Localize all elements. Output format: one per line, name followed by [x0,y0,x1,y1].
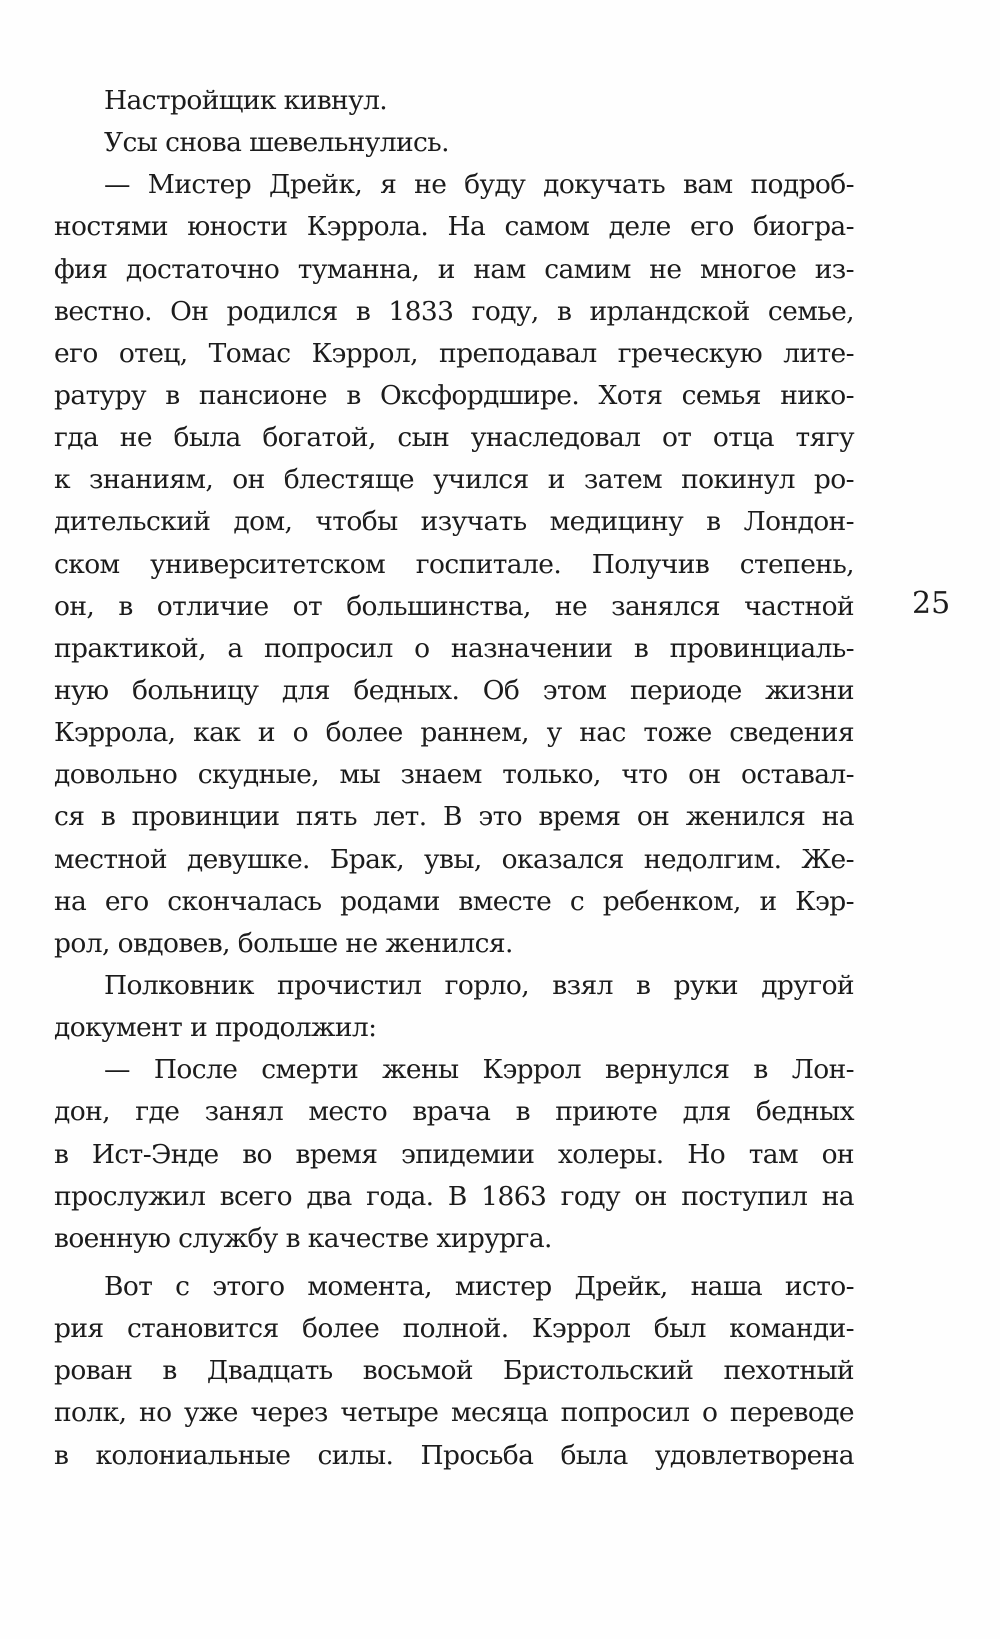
text-line: практикой, а попросил о назначении в провинциаль- [54,632,854,664]
text-line: в колониальные силы. Просьба была удовлетворена [54,1439,854,1471]
text-line: на его скончалась родами вместе с ребенком, и Кэр- [54,885,854,917]
text-line: довольно скудные, мы знаем только, что он оставал- [54,759,854,791]
text-line: полк, но уже через четыре месяца попросил о переводе [54,1397,854,1429]
text-line: ся в провинции пять лет. В это время он женился на [54,801,854,833]
text-line: ную больницу для бедных. Об этом периоде жизни [54,674,854,706]
text-line: рован в Двадцать восьмой Бристольский пехотный [54,1355,854,1387]
page-number: 25 [912,586,951,621]
text-line: военную службу в качестве хирурга. [54,1222,552,1254]
body-text [54,80,854,1477]
text-line: дон, где занял место врача в приюте для бедных [54,1096,854,1128]
text-line: Полковник прочистил горло, взял в руки другой [104,969,854,1001]
text-line: его отец, Томас Кэррол, преподавал греческую лите- [54,337,854,369]
text-line: Вот с этого момента, мистер Дрейк, наша исто- [104,1270,854,1302]
text-line: в Ист-Энде во время эпидемии холеры. Но там он [54,1138,854,1170]
text-line: ском университетском госпитале. Получив степень, [54,548,854,580]
text-line: — После смерти жены Кэррол вернулся в Лон- [104,1054,854,1086]
text-line: прослужил всего два года. В 1863 году он поступил на [54,1180,854,1212]
text-line: он, в отличие от большинства, не занялся частной [54,590,854,622]
text-line: к знаниям, он блестяще учился и затем покинул ро- [54,464,854,496]
text-line: рол, овдовев, больше не женился. [54,927,513,959]
text-line: ратуру в пансионе в Оксфордшире. Хотя семья нико- [54,379,854,411]
text-line: дительский дом, чтобы изучать медицину в Лондон- [54,506,854,538]
text-line: местной девушке. Брак, увы, оказался недолгим. Же- [54,843,854,875]
text-line: Кэррола, как и о более раннем, у нас тоже сведения [54,717,854,749]
text-line: вестно. Он родился в 1833 году, в ирландской семье, [54,295,854,327]
text-line: Настройщик кивнул. [104,85,388,116]
text-line: гда не была богатой, сын унаследовал от отца тягу [54,422,854,454]
text-line: фия достаточно туманна, и нам самим не многое из- [54,253,854,285]
text-line: Усы снова шевельнулись. [104,127,449,159]
text-line: документ и продолжил: [54,1012,377,1044]
text-line: ностями юности Кэррола. На самом деле его биогра- [54,211,854,243]
text-line: — Мистер Дрейк, я не буду докучать вам подроб- [104,169,854,201]
text-line: рия становится более полной. Кэррол был команди- [54,1313,854,1345]
